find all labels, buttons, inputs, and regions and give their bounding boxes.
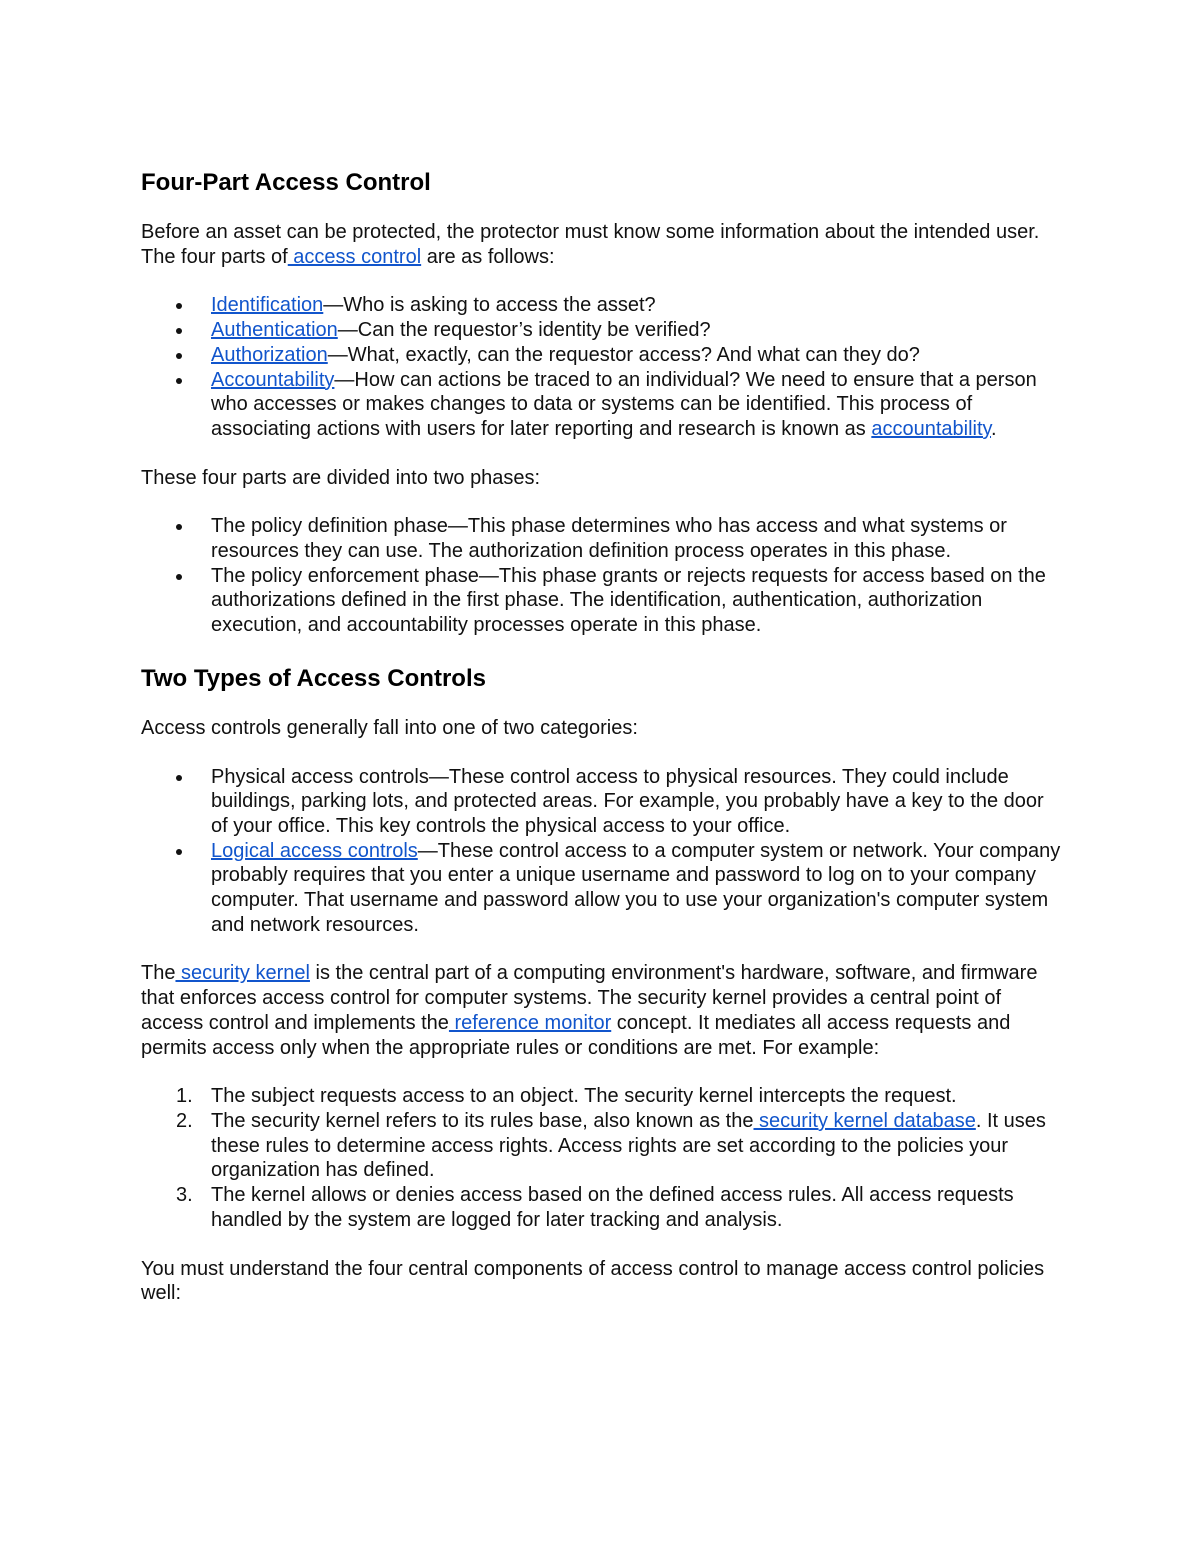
closing-paragraph: You must understand the four central components of access control to manage access control policies well:	[141, 1257, 1045, 1305]
intro-tail: are as follows:	[421, 245, 555, 268]
four-parts-list	[141, 293, 1061, 441]
list-item	[176, 1109, 1061, 1183]
list-item	[211, 839, 1061, 938]
list-item	[211, 343, 1061, 368]
list-item: The policy definition phase—This phase determines who has access and what systems or resources they can use. The authorization definition process operates in this phase.	[211, 514, 1061, 563]
logical-access-controls-link[interactable]: Logical access controls	[211, 839, 418, 862]
list-item-text: —Who is asking to access the asset?	[323, 294, 656, 317]
step-number: 3.	[176, 1184, 193, 1207]
paragraph-text: is the central part of a computing environment's hardware, software, and firmware that enforces access control for computer systems. The security kernel provides a central point of access control and implements the	[141, 962, 1038, 1034]
security-kernel-link[interactable]: security kernel	[175, 962, 310, 985]
security-kernel-database-link[interactable]: security kernel database	[753, 1109, 976, 1132]
reference-monitor-link[interactable]: reference monitor	[448, 1011, 612, 1034]
list-item	[176, 1084, 1061, 1109]
step-number: 2.	[176, 1109, 193, 1132]
access-control-link[interactable]: access control	[287, 245, 422, 268]
list-item	[211, 293, 1061, 318]
list-item-text: —What, exactly, can the requestor access? And what can they do?	[327, 343, 920, 366]
list-item	[176, 1183, 1061, 1232]
list-item-text: —How can actions be traced to an individual? We need to ensure that a person who accesses or makes changes to data or systems can be identified. This process of associating actions with users for later reporting and research is known as	[211, 368, 1037, 440]
step-text: The kernel allows or denies access based on the defined access rules. All access requests handled by the system are logged for later tracking and analysis.	[211, 1184, 1014, 1231]
authentication-link[interactable]: Authentication	[211, 319, 338, 342]
section-title-two-types: Two Types of Access Controls	[141, 664, 486, 692]
intro-paragraph	[141, 220, 1061, 269]
intro-text: Before an asset can be protected, the protector must know some information about the intended user. The four parts of	[141, 221, 1040, 268]
document-page	[141, 168, 1061, 1306]
step-number: 1.	[176, 1085, 193, 1108]
list-item	[211, 368, 1061, 442]
authorization-link[interactable]: Authorization	[211, 343, 328, 366]
step-text: The subject requests access to an object. The security kernel intercepts the request.	[211, 1085, 957, 1108]
list-item-tail: .	[991, 417, 997, 440]
accountability-term-link[interactable]: accountability	[871, 417, 992, 440]
steps-list	[141, 1084, 1061, 1232]
phases-intro: These four parts are divided into two phases:	[141, 466, 541, 489]
list-item	[211, 318, 1061, 343]
accountability-link[interactable]: Accountability	[211, 368, 335, 391]
phases-list	[141, 514, 1061, 638]
paragraph-text: concept. It mediates all access requests and permits access only when the appropriate rules or conditions are met. For example:	[141, 1011, 1011, 1059]
paragraph-text: The	[141, 962, 176, 985]
security-kernel-paragraph	[141, 961, 1061, 1060]
list-item: Physical access controls—These control access to physical resources. They could include buildings, parking lots, and protected areas. For example, you probably have a key to the door of your office. This key controls the physical access to your office.	[211, 765, 1061, 839]
list-item-text: —Can the requestor’s identity be verified?	[337, 319, 711, 342]
step-text: . It uses these rules to determine access rights. Access rights are set according to the policies your organization has defined.	[211, 1109, 1046, 1182]
categories-list	[141, 765, 1061, 938]
section-title-four-part: Four-Part Access Control	[141, 169, 431, 196]
categories-intro: Access controls generally fall into one of two categories:	[141, 716, 638, 739]
list-item: The policy enforcement phase—This phase grants or rejects requests for access based on the authorizations defined in the first phase. The identification, authentication, authorization execution, and accountability processes operate in this phase.	[211, 564, 1061, 638]
step-text: The security kernel refers to its rules base, also known as the	[211, 1109, 754, 1132]
identification-link[interactable]: Identification	[211, 294, 324, 317]
list-item-text: —These control access to a computer system or network. Your company probably requires that you enter a unique username and password to log on to your company computer. That username and password allow you to use your organization's computer system and network resources.	[211, 839, 1061, 936]
